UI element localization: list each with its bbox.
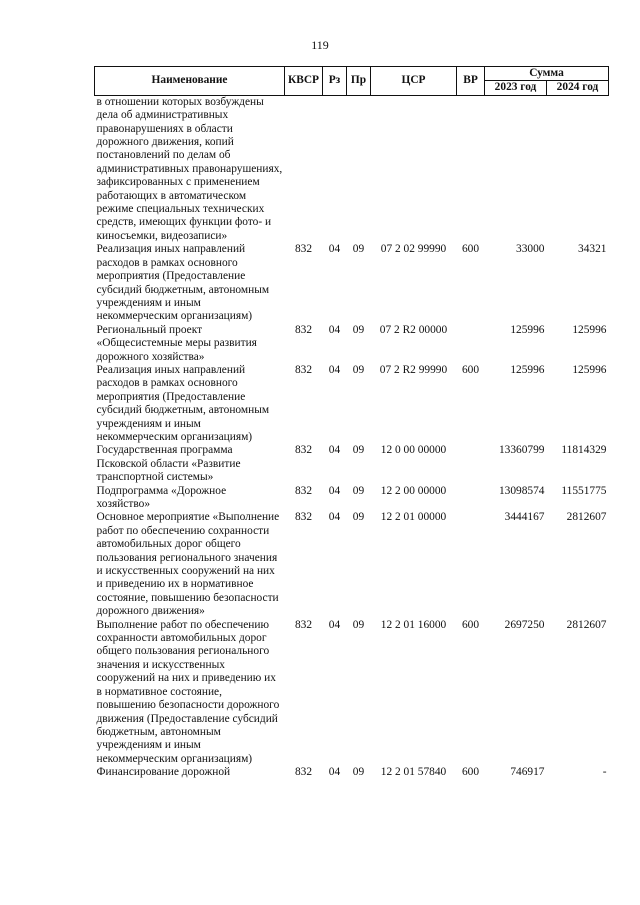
row-sum-2024: - [602, 766, 607, 779]
row-vr: 600 [461, 243, 480, 256]
row-name: Реализация иных направлений расходов в рамках основного мероприятия (Предоставление субсидий бюджетным, автономным учреждениям и иным некоммерческим организациям) [96, 363, 270, 443]
row-pr: 09 [352, 766, 365, 779]
row-name: Реализация иных направлений расходов в рамках основного мероприятия (Предоставление субсидий бюджетным, автономным учреждениям и иным некоммерческим организациям) [96, 243, 270, 323]
row-pr: 09 [352, 484, 365, 497]
row-kvsr: 832 [294, 484, 313, 497]
row-kvsr: 832 [294, 511, 313, 524]
row-pr: 09 [352, 323, 365, 336]
table-body [95, 95, 609, 779]
row-vr: 600 [461, 363, 480, 376]
header-year-2023: 2023 год [485, 81, 547, 95]
header-year-2024: 2024 год [547, 81, 609, 95]
row-sum-2024: 34321 [578, 243, 607, 256]
table-row [95, 766, 609, 779]
row-kvsr [285, 95, 323, 243]
row-sum-2023: 3444167 [504, 511, 545, 524]
row-sum-2023: 746917 [510, 766, 545, 779]
row-rz: 04 [328, 243, 341, 256]
header-sum: Сумма [485, 67, 609, 81]
row-sum-2023: 13360799 [498, 444, 545, 457]
row-vr [457, 324, 485, 364]
table-row [95, 511, 609, 618]
table-row [95, 619, 609, 766]
row-vr: 600 [461, 618, 480, 631]
row-csr: 12 2 00 00000 [380, 484, 447, 497]
row-rz: 04 [328, 323, 341, 336]
table-row [95, 95, 609, 243]
table-header [95, 67, 609, 96]
row-name: Подпрограмма «Дорожное хозяйство» [96, 484, 227, 510]
row-vr [457, 444, 485, 484]
header-kvsr: КВСР [285, 67, 323, 96]
row-pr [347, 95, 371, 243]
row-csr: 07 2 02 99990 [380, 243, 447, 256]
row-rz: 04 [328, 618, 341, 631]
row-rz: 04 [328, 363, 341, 376]
row-name: Региональный проект «Общесистемные меры развития дорожного хозяйства» [96, 323, 257, 363]
row-vr: 600 [461, 766, 480, 779]
row-kvsr: 832 [294, 323, 313, 336]
row-kvsr: 832 [294, 444, 313, 457]
row-sum-2023: 125996 [510, 323, 545, 336]
row-sum-2024: 11814329 [561, 444, 607, 457]
row-kvsr: 832 [294, 363, 313, 376]
row-rz: 04 [328, 766, 341, 779]
row-sum-2023 [485, 95, 547, 243]
row-rz: 04 [328, 511, 341, 524]
table-row [95, 485, 609, 512]
row-name: в отношении которых возбуждены дела об административных правонарушениях в области дорожного движения, копий постановлений по делам об административных правонарушениях, зафиксированных с применением работающих в автоматическом режиме специальных технических средств, имеющих функции фото- и киносъемки, видеозаписи» [96, 95, 283, 242]
row-csr: 12 2 01 00000 [380, 511, 447, 524]
row-csr: 07 2 R2 99990 [379, 363, 448, 376]
row-rz: 04 [328, 444, 341, 457]
row-csr [371, 95, 457, 243]
row-csr: 07 2 R2 00000 [379, 323, 448, 336]
header-vr: ВР [457, 67, 485, 96]
row-name: Основное мероприятие «Выполнение работ по обеспечению сохранности автомобильных дорог общего пользования регионального значения и искусственных сооружений на них и приведению их в нормативное состояние, повышению безопасности дорожного движения» [96, 511, 280, 618]
row-sum-2024: 11551775 [561, 484, 607, 497]
row-name: Выполнение работ по обеспечению сохранности автомобильных дорог общего пользования регионального значения и искусственных сооружений на них и приведению их в нормативное состояние, повышению безопасности дорожного движения (Предоставление субсидий бюджетным, автономным учреждениям и иным некоммерческим организациям) [96, 618, 280, 765]
header-pr: Пр [347, 67, 371, 96]
row-kvsr: 832 [294, 243, 313, 256]
row-rz [323, 95, 347, 243]
page-number: 119 [311, 38, 329, 52]
row-sum-2024: 2812607 [566, 511, 607, 524]
header-rz: Рз [323, 67, 347, 96]
row-kvsr: 832 [294, 766, 313, 779]
table-row [95, 324, 609, 364]
row-csr: 12 2 01 57840 [380, 766, 447, 779]
table-row [95, 243, 609, 323]
row-sum-2024: 2812607 [566, 618, 607, 631]
row-sum-2023: 13098574 [498, 484, 545, 497]
header-csr: ЦСР [371, 67, 457, 96]
row-pr: 09 [352, 444, 365, 457]
table-row [95, 444, 609, 484]
row-sum-2023: 125996 [510, 363, 545, 376]
row-kvsr: 832 [294, 618, 313, 631]
row-csr: 12 2 01 16000 [380, 618, 447, 631]
row-pr: 09 [352, 363, 365, 376]
row-sum-2024: 125996 [572, 323, 607, 336]
row-name: Финансирование дорожной [96, 766, 231, 779]
row-pr: 09 [352, 618, 365, 631]
table-row [95, 364, 609, 444]
row-name: Государственная программа Псковской области «Развитие транспортной системы» [96, 444, 241, 484]
row-sum-2023: 33000 [516, 243, 545, 256]
row-vr [457, 485, 485, 512]
row-pr: 09 [352, 243, 365, 256]
row-sum-2024 [547, 95, 609, 243]
row-csr: 12 0 00 00000 [380, 444, 447, 457]
row-vr [457, 511, 485, 618]
row-pr: 09 [352, 511, 365, 524]
header-name: Наименование [95, 67, 285, 96]
budget-table [94, 66, 609, 780]
row-sum-2024: 125996 [572, 363, 607, 376]
row-rz: 04 [328, 484, 341, 497]
row-sum-2023: 2697250 [504, 618, 545, 631]
row-vr [457, 95, 485, 243]
